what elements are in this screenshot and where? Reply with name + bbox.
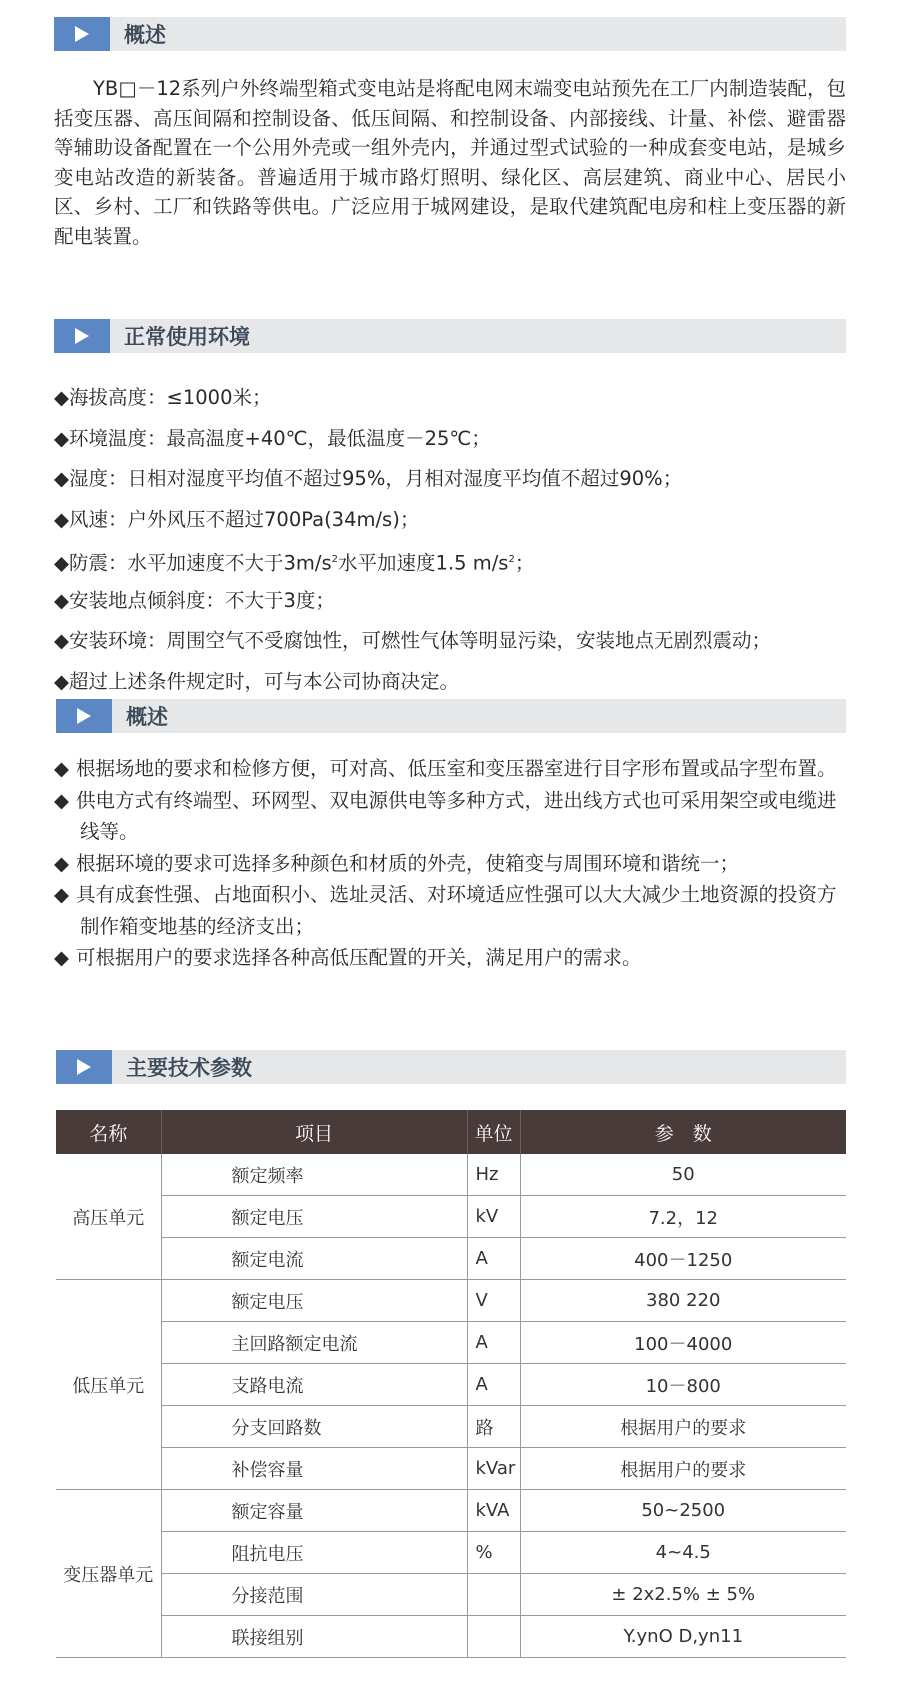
table-cell xyxy=(467,1616,520,1658)
table-cell: 路 xyxy=(467,1406,520,1448)
section-title: 概述 xyxy=(126,705,168,729)
table-row xyxy=(56,1406,846,1448)
table-cell: 分接范围 xyxy=(161,1574,467,1616)
diamond-bullet-icon: ◆ xyxy=(54,757,69,780)
table-cell: 50 xyxy=(520,1154,846,1196)
diamond-bullet-icon: ◆ xyxy=(54,386,69,409)
table-cell: 补偿容量 xyxy=(161,1448,467,1490)
table-row xyxy=(56,1238,846,1280)
table-cell: 额定频率 xyxy=(161,1154,467,1196)
table-row xyxy=(56,1322,846,1364)
parameters-table xyxy=(56,1110,846,1658)
table-cell: 根据用户的要求 xyxy=(520,1406,846,1448)
play-icon xyxy=(54,17,110,51)
table-cell: kVA xyxy=(467,1490,520,1532)
list-item: ◆环境温度：最高温度+40℃，最低温度－25℃； xyxy=(54,426,491,450)
table-header-row xyxy=(56,1110,846,1154)
diamond-bullet-icon: ◆ xyxy=(54,669,69,693)
table-cell: kV xyxy=(467,1196,520,1238)
table-cell: 额定电压 xyxy=(161,1280,467,1322)
diamond-bullet-icon: ◆ xyxy=(54,851,69,875)
table-row xyxy=(56,1448,846,1490)
list-item: ◆湿度：日相对湿度平均值不超过95%，月相对湿度平均值不超过90%； xyxy=(54,467,683,490)
table-row xyxy=(56,1532,846,1574)
play-icon xyxy=(56,1050,112,1084)
play-icon xyxy=(56,699,112,733)
table-row xyxy=(56,1490,846,1532)
section-header-features xyxy=(56,699,846,733)
list-item: ◆ 可根据用户的要求选择各种高低压配置的开关，满足用户的需求。 xyxy=(54,942,854,974)
diamond-bullet-icon: ◆ xyxy=(54,946,69,969)
table-cell: Hz xyxy=(467,1154,520,1196)
table-cell: 400－1250 xyxy=(520,1238,846,1280)
group-name: 低压单元 xyxy=(56,1280,161,1490)
column-header: 项目 xyxy=(161,1110,467,1154)
table-cell: kVar xyxy=(467,1448,520,1490)
diamond-bullet-icon: ◆ xyxy=(54,788,69,812)
list-item: ◆海拔高度：≤1000米； xyxy=(54,386,272,409)
table-cell: 主回路额定电流 xyxy=(161,1322,467,1364)
section-header-environment xyxy=(54,319,846,353)
table-row xyxy=(56,1280,846,1322)
table-cell: 380 220 xyxy=(520,1280,846,1322)
features-list xyxy=(54,753,854,974)
list-item: ◆安装环境：周围空气不受腐蚀性，可燃性气体等明显污染，安装地点无剧烈震动； xyxy=(54,629,772,652)
list-item: ◆ 根据环境的要求可选择多种颜色和材质的外壳，使箱变与周围环境和谐统一； xyxy=(54,848,854,880)
section-title: 正常使用环境 xyxy=(124,325,250,349)
table-cell: 支路电流 xyxy=(161,1364,467,1406)
table-row xyxy=(56,1364,846,1406)
table-cell: 根据用户的要求 xyxy=(520,1448,846,1490)
table-cell: 阻抗电压 xyxy=(161,1532,467,1574)
list-item: ◆安装地点倾斜度：不大于3度； xyxy=(54,588,335,612)
table-cell: 4~4.5 xyxy=(520,1532,846,1574)
diamond-bullet-icon: ◆ xyxy=(54,507,69,531)
table-row xyxy=(56,1616,846,1658)
column-header: 单位 xyxy=(467,1110,520,1154)
environment-list xyxy=(54,378,771,702)
table-cell xyxy=(467,1574,520,1616)
group-name: 变压器单元 xyxy=(56,1490,161,1658)
table-row xyxy=(56,1154,846,1196)
table-cell: 10－800 xyxy=(520,1364,846,1406)
section-header-overview xyxy=(54,17,846,51)
intro-paragraph: YB□－12系列户外终端型箱式变电站是将配电网末端变电站预先在工厂内制造装配，包括变压器、高压间隔和控制设备、低压间隔、和控制设备、内部接线、计量、补偿、避雷器等辅助设备配置在一个公用外壳或一组外壳内，并通过型式试验的一种成套变电站，是城乡变电站改造的新装备。普遍适用于城市路灯照明、绿化区、高层建筑、商业中心、居民小区、乡村、工厂和铁路等供电。广泛应用于城网建设，是取代建筑配电房和柱上变压器的新配电装置。 xyxy=(54,77,846,248)
table-row xyxy=(56,1196,846,1238)
list-item: ◆防震：水平加速度不大于$3m/s^2$水平加速度1.5 $m/s^2$； xyxy=(54,551,535,575)
list-item: ◆风速：户外风压不超过700Pa(34m/s)； xyxy=(54,507,420,531)
table-cell: 额定容量 xyxy=(161,1490,467,1532)
table-row xyxy=(56,1574,846,1616)
table-cell: 50~2500 xyxy=(520,1490,846,1532)
table-cell: 额定电流 xyxy=(161,1238,467,1280)
column-header: 名称 xyxy=(56,1110,161,1154)
table-cell: V xyxy=(467,1280,520,1322)
table-cell: 分支回路数 xyxy=(161,1406,467,1448)
table-cell: A xyxy=(467,1322,520,1364)
list-item: ◆ 具有成套性强、占地面积小、选址灵活、对环境适应性强可以大大减少土地资源的投资方制作箱变地基的经济支出； xyxy=(54,879,854,942)
table-cell: A xyxy=(467,1364,520,1406)
table-cell: 7.2，12 xyxy=(520,1196,846,1238)
diamond-bullet-icon: ◆ xyxy=(54,467,69,490)
table-cell: ± 2x2.5% ± 5% xyxy=(520,1574,846,1616)
table-cell: 100－4000 xyxy=(520,1322,846,1364)
section-header-params xyxy=(56,1050,846,1084)
list-item: ◆超过上述条件规定时，可与本公司协商决定。 xyxy=(54,669,460,693)
table-cell: Y.ynO D,yn11 xyxy=(520,1616,846,1658)
table-cell: 联接组别 xyxy=(161,1616,467,1658)
play-icon xyxy=(54,319,110,353)
diamond-bullet-icon: ◆ xyxy=(54,426,69,450)
section-title: 概述 xyxy=(124,23,166,47)
section-title: 主要技术参数 xyxy=(126,1056,252,1080)
group-name: 高压单元 xyxy=(56,1154,161,1280)
column-header: 参 数 xyxy=(520,1110,846,1154)
diamond-bullet-icon: ◆ xyxy=(54,883,69,906)
table-cell: % xyxy=(467,1532,520,1574)
list-item: ◆ 根据场地的要求和检修方便，可对高、低压室和变压器室进行目字形布置或品字型布置。 xyxy=(54,753,854,785)
table-cell: A xyxy=(467,1238,520,1280)
table-cell: 额定电压 xyxy=(161,1196,467,1238)
diamond-bullet-icon: ◆ xyxy=(54,551,69,575)
list-item: ◆ 供电方式有终端型、环网型、双电源供电等多种方式，进出线方式也可采用架空或电缆进线等。 xyxy=(54,785,854,848)
diamond-bullet-icon: ◆ xyxy=(54,588,69,612)
diamond-bullet-icon: ◆ xyxy=(54,629,69,652)
